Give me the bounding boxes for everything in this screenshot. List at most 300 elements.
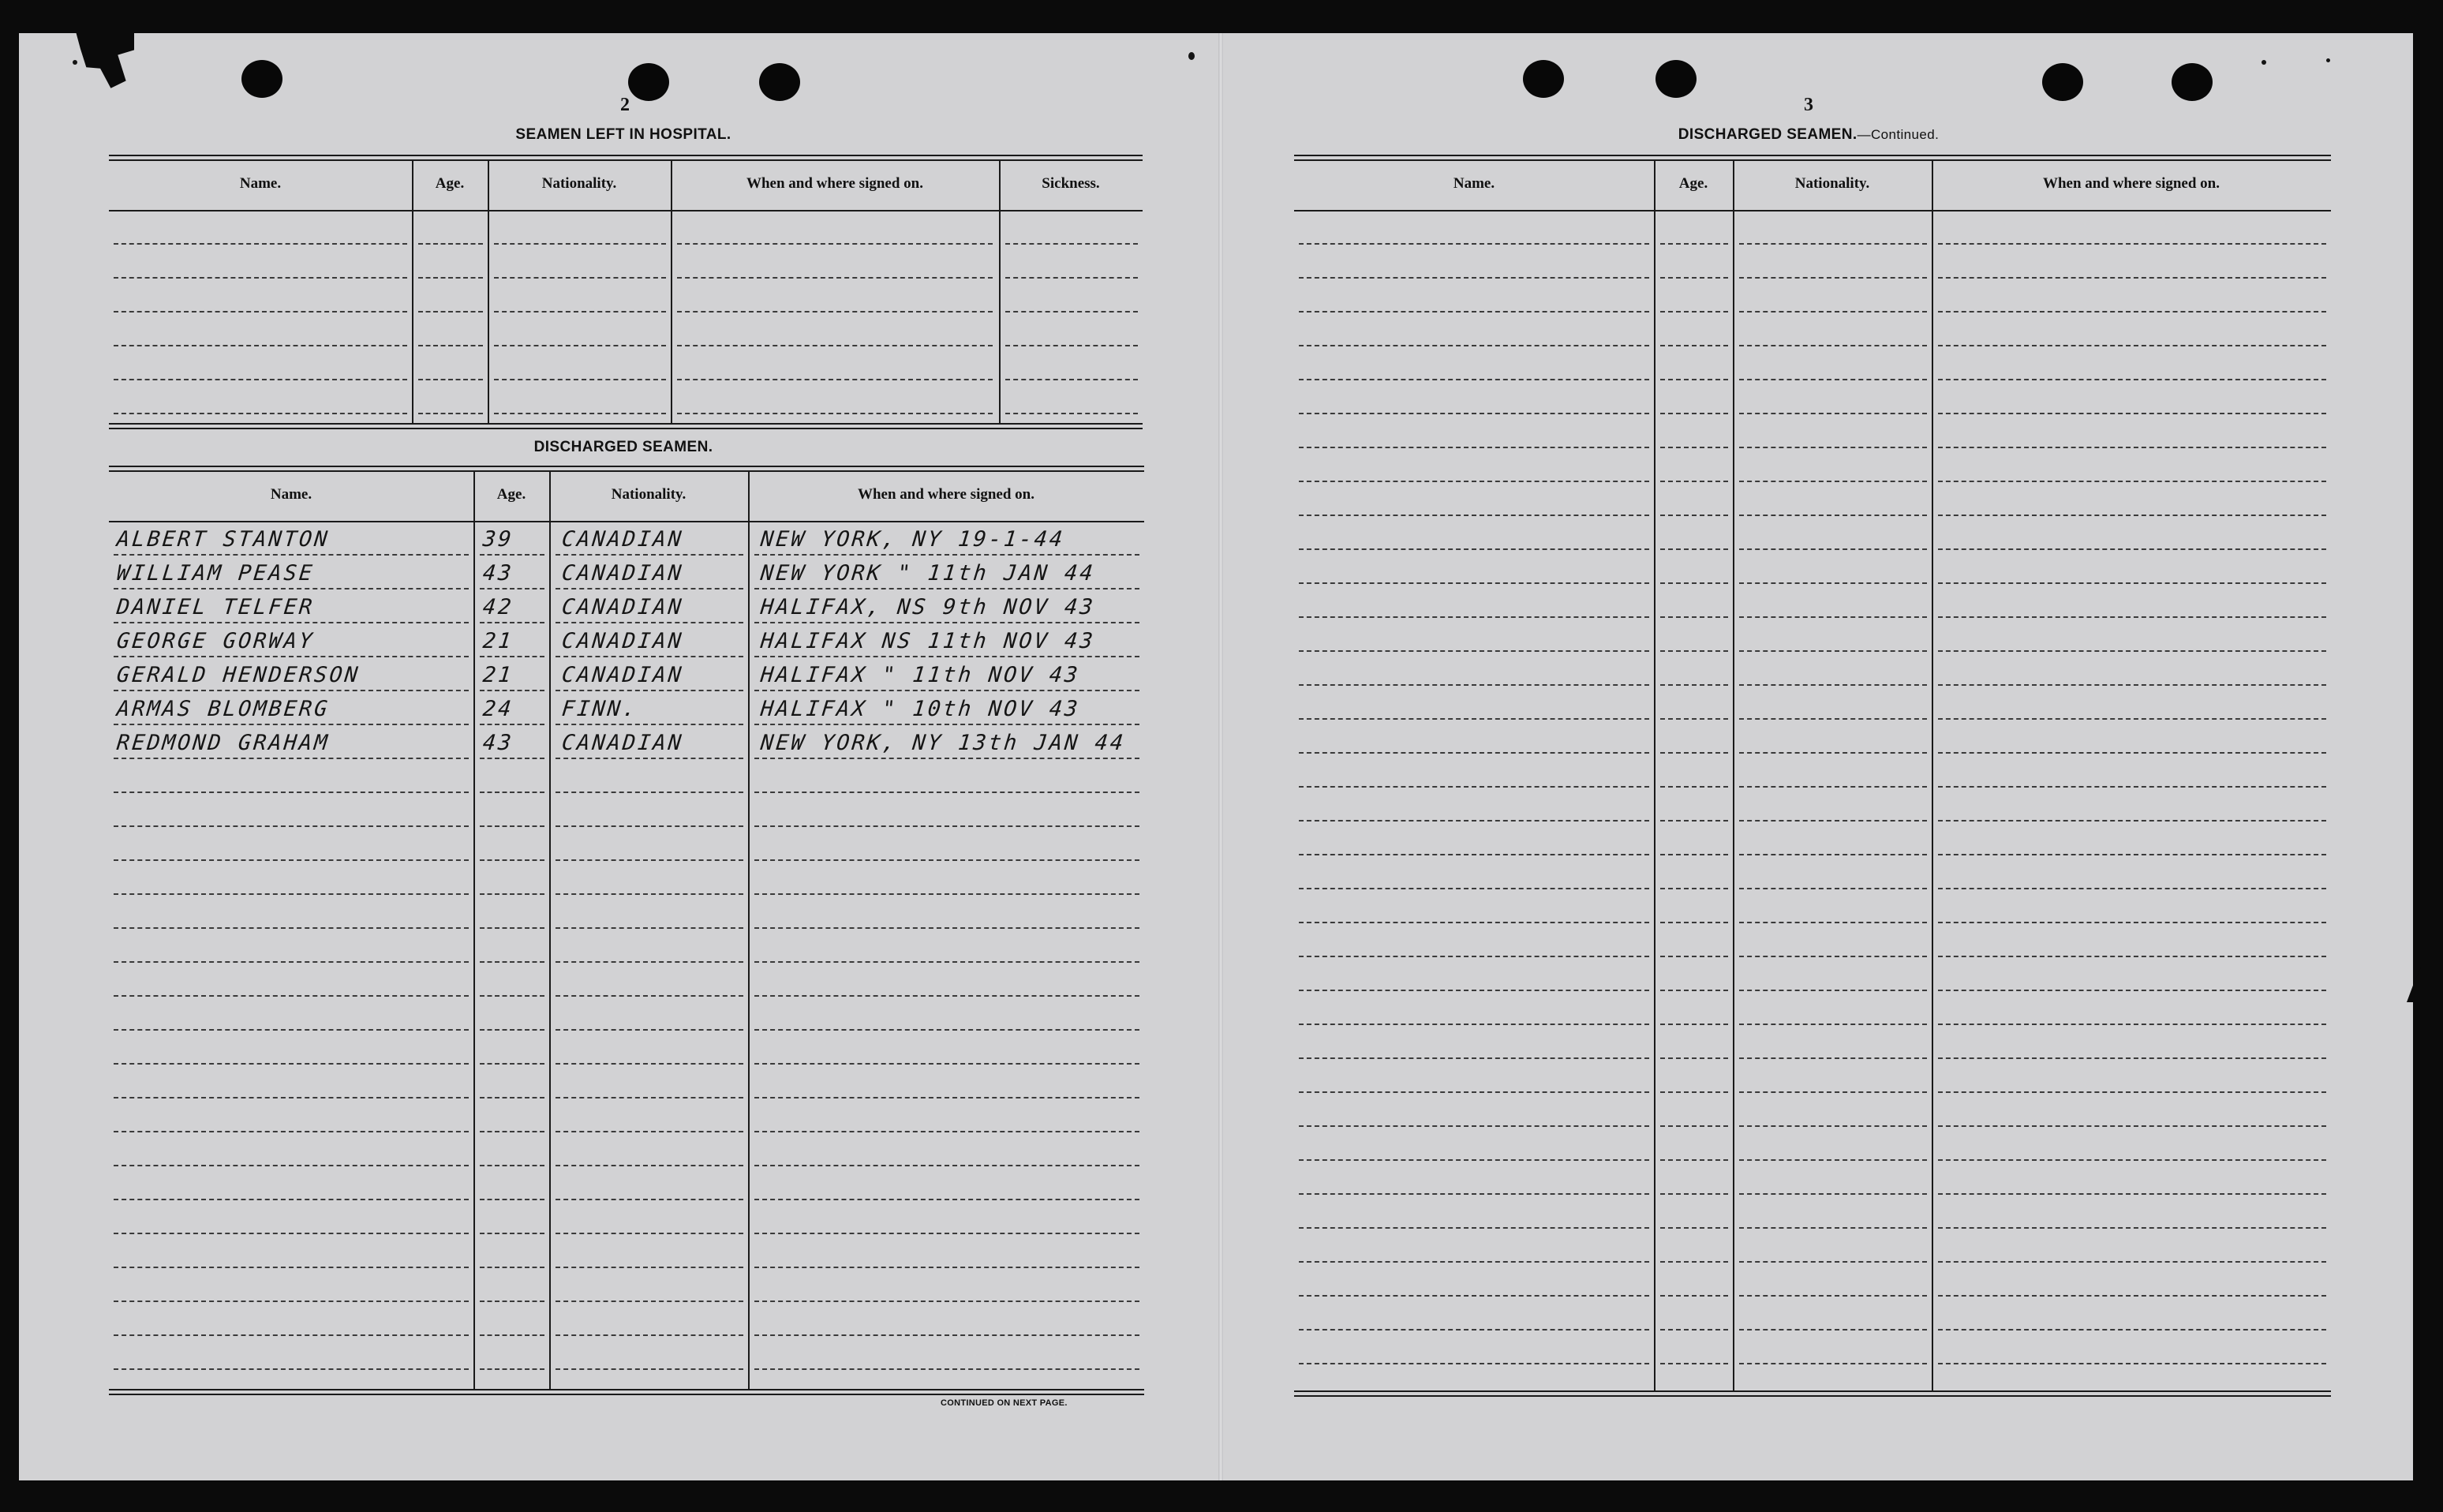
dotted-rule — [480, 859, 544, 861]
dotted-rule — [418, 243, 483, 245]
col-header-name: Name. — [270, 486, 312, 503]
dotted-rule — [1660, 1091, 1728, 1093]
dotted-rule — [480, 792, 544, 793]
column-divider — [412, 161, 413, 423]
discharged-table — [109, 466, 1144, 1397]
entry-signed-on: NEW YORK, NY 19-1-44 — [759, 527, 1066, 552]
dotted-rule — [480, 825, 544, 827]
dotted-rule — [480, 1165, 544, 1166]
col-header-nationality: Nationality. — [541, 175, 617, 192]
entry-name: GEORGE GORWAY — [115, 629, 316, 653]
dotted-rule — [1660, 1295, 1728, 1297]
dotted-rule — [1938, 854, 2326, 855]
dotted-rule — [1299, 447, 1649, 448]
dotted-rule — [1938, 650, 2326, 652]
dotted-rule — [1938, 345, 2326, 346]
dotted-rule — [754, 758, 1139, 759]
dotted-rule — [1739, 243, 1927, 245]
dotted-rule — [1660, 1261, 1728, 1263]
entry-age: 43 — [481, 561, 515, 586]
dotted-rule — [1660, 243, 1728, 245]
dotted-rule — [556, 1165, 743, 1166]
dotted-rule — [1739, 650, 1927, 652]
dotted-rule — [754, 1029, 1139, 1031]
entry-name: GERALD HENDERSON — [115, 663, 361, 687]
speck — [1188, 52, 1195, 60]
dotted-rule — [754, 995, 1139, 997]
dotted-rule — [114, 1233, 469, 1234]
dotted-rule — [556, 758, 743, 759]
dotted-rule — [1938, 515, 2326, 516]
dotted-rule — [480, 927, 544, 929]
dotted-rule — [114, 243, 407, 245]
dotted-rule — [1299, 616, 1649, 618]
entry-nationality: CANADIAN — [560, 561, 685, 586]
dotted-rule — [480, 690, 544, 691]
dotted-rule — [114, 554, 469, 556]
dotted-rule — [114, 690, 469, 691]
dotted-rule — [1739, 1057, 1927, 1059]
dotted-rule — [1739, 1125, 1927, 1127]
dotted-rule — [480, 622, 544, 623]
dotted-rule — [754, 1334, 1139, 1336]
entry-signed-on: NEW YORK " 11th JAN 44 — [759, 561, 1097, 586]
dotted-rule — [754, 927, 1139, 929]
dotted-rule — [1739, 1091, 1927, 1093]
dotted-rule — [1739, 548, 1927, 550]
column-divider — [1654, 161, 1655, 1390]
dotted-rule — [1660, 1024, 1728, 1025]
dotted-rule — [494, 243, 666, 245]
dotted-rule — [1938, 582, 2326, 584]
dotted-rule — [1739, 1261, 1927, 1263]
dotted-rule — [114, 277, 407, 279]
dotted-rule — [418, 345, 483, 346]
dotted-rule — [1938, 1227, 2326, 1229]
dotted-rule — [114, 588, 469, 589]
entry-age: 42 — [481, 595, 515, 619]
dotted-rule — [494, 311, 666, 313]
dotted-rule — [480, 1267, 544, 1268]
dotted-rule — [494, 277, 666, 279]
dotted-rule — [1660, 616, 1728, 618]
header-rule — [109, 521, 1144, 522]
page-number-left: 2 — [620, 95, 630, 115]
col-header-signed-on: When and where signed on. — [857, 486, 1034, 503]
col-header-name: Name. — [1453, 175, 1495, 192]
dotted-rule — [1660, 956, 1728, 957]
col-header-name: Name. — [239, 175, 282, 192]
col-header-nationality: Nationality. — [1794, 175, 1870, 192]
dotted-rule — [1739, 820, 1927, 821]
dotted-rule — [556, 1029, 743, 1031]
dotted-rule — [114, 1029, 469, 1031]
dotted-rule — [556, 690, 743, 691]
dotted-rule — [556, 859, 743, 861]
dotted-rule — [1739, 345, 1927, 346]
dotted-rule — [114, 724, 469, 725]
dotted-rule — [1005, 277, 1138, 279]
dotted-rule — [480, 995, 544, 997]
dotted-rule — [1299, 481, 1649, 482]
column-divider — [748, 472, 750, 1389]
dotted-rule — [1739, 515, 1927, 516]
dotted-rule — [677, 243, 993, 245]
dotted-rule — [1660, 718, 1728, 720]
dotted-rule — [494, 345, 666, 346]
dotted-rule — [480, 961, 544, 963]
dotted-rule — [1938, 1159, 2326, 1161]
dotted-rule — [556, 893, 743, 895]
entry-signed-on: HALIFAX " 11th NOV 43 — [759, 663, 1082, 687]
column-divider — [549, 472, 551, 1389]
entry-signed-on: HALIFAX " 10th NOV 43 — [759, 697, 1082, 721]
dotted-rule — [1660, 311, 1728, 313]
dotted-rule — [114, 859, 469, 861]
dotted-rule — [1938, 413, 2326, 414]
dotted-rule — [1938, 1193, 2326, 1195]
dotted-rule — [114, 1267, 469, 1268]
dotted-rule — [1938, 922, 2326, 923]
dotted-rule — [1739, 922, 1927, 923]
dotted-rule — [480, 724, 544, 725]
entry-age: 43 — [481, 731, 515, 755]
dotted-rule — [754, 622, 1139, 623]
dotted-rule — [1660, 752, 1728, 754]
dotted-rule — [1739, 1227, 1927, 1229]
header-rule — [1294, 210, 2331, 211]
col-header-signed-on: When and where signed on. — [746, 175, 923, 192]
column-divider — [473, 472, 475, 1389]
dotted-rule — [480, 1199, 544, 1200]
dotted-rule — [1299, 311, 1649, 313]
dotted-rule — [754, 588, 1139, 589]
dotted-rule — [1660, 854, 1728, 855]
dotted-rule — [1739, 1193, 1927, 1195]
dotted-rule — [1739, 854, 1927, 855]
dotted-rule — [1938, 888, 2326, 889]
dotted-rule — [1299, 277, 1649, 279]
dotted-rule — [1660, 345, 1728, 346]
dotted-rule — [1739, 718, 1927, 720]
dotted-rule — [1299, 650, 1649, 652]
discharged-section-title: DISCHARGED SEAMEN. — [533, 439, 713, 455]
dotted-rule — [754, 825, 1139, 827]
dotted-rule — [1938, 379, 2326, 380]
dotted-rule — [1005, 413, 1138, 414]
entry-nationality: FINN. — [560, 697, 639, 721]
continued-section-title-suffix: —Continued. — [1857, 127, 1940, 142]
entry-age: 39 — [481, 527, 515, 552]
column-divider — [999, 161, 1001, 423]
dotted-rule — [1660, 1057, 1728, 1059]
dotted-rule — [754, 554, 1139, 556]
dotted-rule — [1938, 956, 2326, 957]
dotted-rule — [114, 1097, 469, 1098]
dotted-rule — [556, 588, 743, 589]
dotted-rule — [1660, 1363, 1728, 1364]
dotted-rule — [1938, 684, 2326, 686]
dotted-rule — [480, 1063, 544, 1065]
dotted-rule — [418, 379, 483, 380]
dotted-rule — [114, 345, 407, 346]
dotted-rule — [418, 413, 483, 414]
dotted-rule — [1660, 1159, 1728, 1161]
speck — [2326, 58, 2330, 62]
dotted-rule — [1299, 345, 1649, 346]
dotted-rule — [1938, 481, 2326, 482]
dotted-rule — [754, 1233, 1139, 1234]
dotted-rule — [556, 792, 743, 793]
dotted-rule — [677, 413, 993, 414]
speck — [73, 60, 77, 65]
dotted-rule — [1299, 548, 1649, 550]
dotted-rule — [1005, 311, 1138, 313]
dotted-rule — [1739, 413, 1927, 414]
continued-footer: CONTINUED ON NEXT PAGE. — [941, 1398, 1068, 1408]
entry-nationality: CANADIAN — [560, 731, 685, 755]
dotted-rule — [114, 927, 469, 929]
dotted-rule — [1299, 1024, 1649, 1025]
dotted-rule — [556, 1131, 743, 1132]
dotted-rule — [556, 825, 743, 827]
dotted-rule — [1005, 345, 1138, 346]
entry-name: DANIEL TELFER — [115, 595, 316, 619]
dotted-rule — [556, 1267, 743, 1268]
dotted-rule — [754, 1368, 1139, 1370]
dotted-rule — [1660, 990, 1728, 991]
dotted-rule — [114, 758, 469, 759]
dotted-rule — [114, 379, 407, 380]
dotted-rule — [1739, 1329, 1927, 1330]
dotted-rule — [556, 927, 743, 929]
table-bottom-rule — [1294, 1390, 2331, 1397]
dotted-rule — [114, 1165, 469, 1166]
header-rule — [109, 210, 1143, 211]
dotted-rule — [480, 1301, 544, 1302]
dotted-rule — [1739, 786, 1927, 788]
dotted-rule — [1660, 582, 1728, 584]
dotted-rule — [494, 413, 666, 414]
dotted-rule — [480, 758, 544, 759]
dotted-rule — [1739, 1024, 1927, 1025]
dotted-rule — [1938, 718, 2326, 720]
dotted-rule — [1660, 447, 1728, 448]
dotted-rule — [1299, 243, 1649, 245]
dotted-rule — [556, 961, 743, 963]
dotted-rule — [754, 859, 1139, 861]
dotted-rule — [556, 656, 743, 657]
dotted-rule — [480, 1368, 544, 1370]
dotted-rule — [1938, 616, 2326, 618]
dotted-rule — [1938, 243, 2326, 245]
dotted-rule — [1005, 243, 1138, 245]
entry-signed-on: HALIFAX, NS 9th NOV 43 — [759, 595, 1097, 619]
dotted-rule — [114, 622, 469, 623]
table-top-rule — [109, 466, 1144, 472]
dotted-rule — [114, 1301, 469, 1302]
dotted-rule — [1739, 311, 1927, 313]
dotted-rule — [1660, 379, 1728, 380]
dotted-rule — [677, 345, 993, 346]
dotted-rule — [1938, 1091, 2326, 1093]
dotted-rule — [1299, 413, 1649, 414]
dotted-rule — [1938, 1295, 2326, 1297]
dotted-rule — [480, 1029, 544, 1031]
hospital-table — [109, 155, 1143, 431]
dotted-rule — [1660, 888, 1728, 889]
dotted-rule — [1299, 1363, 1649, 1364]
dotted-rule — [1739, 277, 1927, 279]
dotted-rule — [1739, 684, 1927, 686]
dotted-rule — [1739, 1295, 1927, 1297]
dotted-rule — [754, 893, 1139, 895]
dotted-rule — [1299, 922, 1649, 923]
dotted-rule — [1299, 1227, 1649, 1229]
page-number-right: 3 — [1804, 95, 1813, 115]
dotted-rule — [1938, 1329, 2326, 1330]
dotted-rule — [1739, 956, 1927, 957]
dotted-rule — [1739, 1363, 1927, 1364]
entry-name: ARMAS BLOMBERG — [115, 697, 331, 721]
dotted-rule — [677, 277, 993, 279]
dotted-rule — [1739, 447, 1927, 448]
col-header-age: Age. — [435, 175, 465, 192]
dotted-rule — [114, 311, 407, 313]
dotted-rule — [754, 792, 1139, 793]
dotted-rule — [1299, 990, 1649, 991]
dotted-rule — [1299, 718, 1649, 720]
dotted-rule — [480, 893, 544, 895]
continued-section-title-main: DISCHARGED SEAMEN. — [1678, 126, 1858, 143]
dotted-rule — [556, 1199, 743, 1200]
dotted-rule — [1739, 752, 1927, 754]
dotted-rule — [754, 1131, 1139, 1132]
dotted-rule — [480, 1233, 544, 1234]
entry-name: REDMOND GRAHAM — [115, 731, 331, 755]
dotted-rule — [1938, 548, 2326, 550]
dotted-rule — [1299, 888, 1649, 889]
table-bottom-rule — [109, 423, 1143, 429]
dotted-rule — [1739, 616, 1927, 618]
dotted-rule — [754, 1301, 1139, 1302]
dotted-rule — [1938, 752, 2326, 754]
dotted-rule — [1938, 1024, 2326, 1025]
dotted-rule — [754, 724, 1139, 725]
col-header-age: Age. — [496, 486, 526, 503]
entry-signed-on: HALIFAX NS 11th NOV 43 — [759, 629, 1097, 653]
dotted-rule — [556, 1301, 743, 1302]
entry-age: 21 — [481, 663, 515, 687]
entry-age: 24 — [481, 697, 515, 721]
dotted-rule — [1660, 548, 1728, 550]
dotted-rule — [114, 413, 407, 414]
dotted-rule — [1660, 820, 1728, 821]
dotted-rule — [1299, 956, 1649, 957]
dotted-rule — [1660, 684, 1728, 686]
dotted-rule — [556, 1334, 743, 1336]
dotted-rule — [1938, 786, 2326, 788]
dotted-rule — [1660, 786, 1728, 788]
dotted-rule — [556, 1063, 743, 1065]
table-bottom-rule — [109, 1389, 1144, 1395]
dotted-rule — [1938, 277, 2326, 279]
dotted-rule — [1299, 1329, 1649, 1330]
dotted-rule — [1660, 515, 1728, 516]
dotted-rule — [1938, 1363, 2326, 1364]
dotted-rule — [1739, 582, 1927, 584]
dotted-rule — [114, 893, 469, 895]
dotted-rule — [1299, 1295, 1649, 1297]
dotted-rule — [114, 825, 469, 827]
dotted-rule — [114, 1368, 469, 1370]
dotted-rule — [1299, 752, 1649, 754]
dotted-rule — [1938, 1125, 2326, 1127]
entry-name: WILLIAM PEASE — [115, 561, 316, 586]
dotted-rule — [556, 1233, 743, 1234]
dotted-rule — [1299, 582, 1649, 584]
dotted-rule — [1938, 820, 2326, 821]
dotted-rule — [114, 1063, 469, 1065]
dotted-rule — [1299, 1125, 1649, 1127]
dotted-rule — [494, 379, 666, 380]
dotted-rule — [114, 1334, 469, 1336]
dotted-rule — [754, 656, 1139, 657]
dotted-rule — [1938, 1057, 2326, 1059]
dotted-rule — [1660, 1329, 1728, 1330]
dotted-rule — [1938, 990, 2326, 991]
dotted-rule — [418, 311, 483, 313]
dotted-rule — [1660, 277, 1728, 279]
dotted-rule — [1660, 1125, 1728, 1127]
dotted-rule — [677, 379, 993, 380]
dotted-rule — [754, 961, 1139, 963]
dotted-rule — [556, 724, 743, 725]
dotted-rule — [1299, 786, 1649, 788]
entry-nationality: CANADIAN — [560, 663, 685, 687]
dotted-rule — [1299, 854, 1649, 855]
dotted-rule — [1938, 447, 2326, 448]
dotted-rule — [754, 1063, 1139, 1065]
col-header-sickness: Sickness. — [1042, 175, 1100, 192]
dotted-rule — [1739, 888, 1927, 889]
dotted-rule — [556, 1097, 743, 1098]
dotted-rule — [754, 690, 1139, 691]
dotted-rule — [1739, 379, 1927, 380]
dotted-rule — [480, 588, 544, 589]
entry-nationality: CANADIAN — [560, 527, 685, 552]
dotted-rule — [114, 1199, 469, 1200]
dotted-rule — [1938, 311, 2326, 313]
punch-hole — [241, 60, 282, 98]
entry-signed-on: NEW YORK, NY 13th JAN 44 — [759, 731, 1127, 755]
dotted-rule — [1739, 1159, 1927, 1161]
dotted-rule — [1299, 1159, 1649, 1161]
dotted-rule — [480, 554, 544, 556]
dotted-rule — [1299, 1261, 1649, 1263]
punch-hole — [2042, 63, 2083, 101]
continued-section-title — [1572, 126, 2045, 144]
dotted-rule — [677, 311, 993, 313]
dotted-rule — [1005, 379, 1138, 380]
dotted-rule — [556, 554, 743, 556]
dotted-rule — [556, 622, 743, 623]
dotted-rule — [480, 656, 544, 657]
dotted-rule — [114, 792, 469, 793]
dotted-rule — [1299, 515, 1649, 516]
speck — [2262, 60, 2266, 65]
dotted-rule — [1660, 922, 1728, 923]
